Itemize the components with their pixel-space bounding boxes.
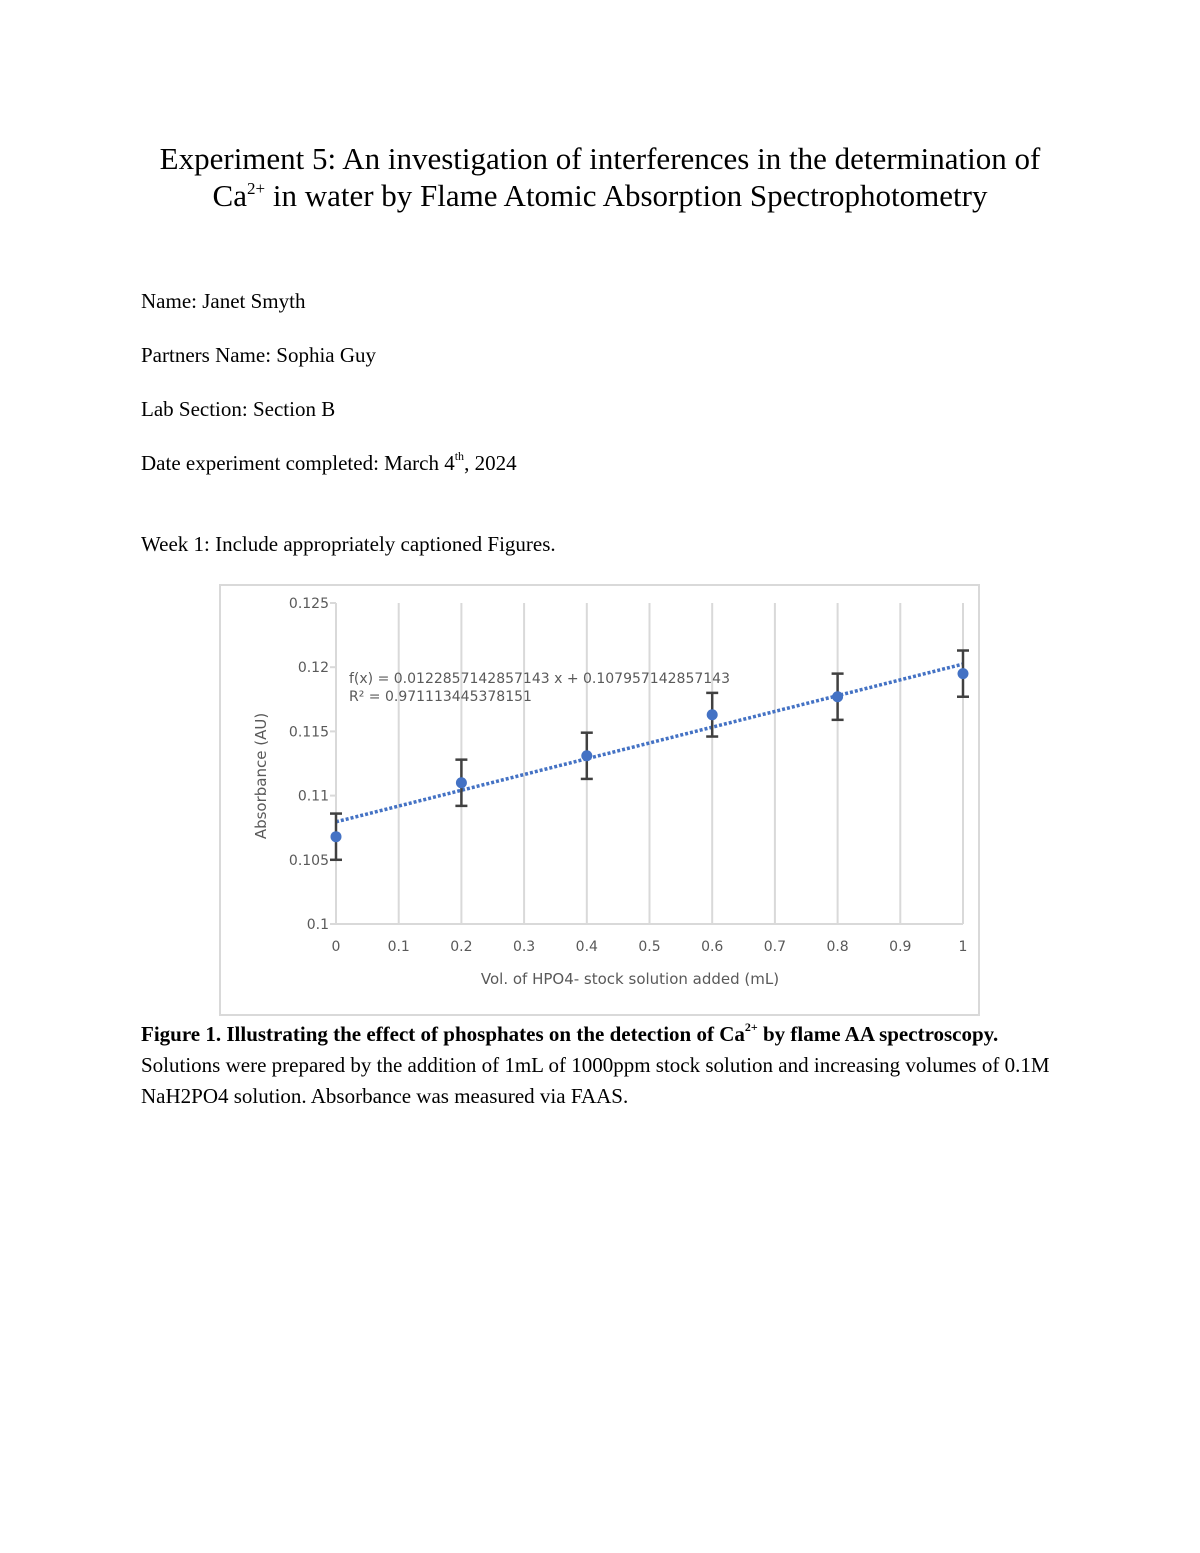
title-line-1: Experiment 5: An investigation of interferences in the determination of xyxy=(159,141,1041,176)
section-field: Lab Section: Section B xyxy=(141,397,336,421)
data-point xyxy=(456,777,467,788)
x-tick-label: 0.8 xyxy=(826,939,849,955)
date-rest: , 2024 xyxy=(464,451,517,475)
date-suffix: th xyxy=(454,449,465,463)
title-ca: Ca xyxy=(212,178,247,213)
y-axis-label: Absorbance (AU) xyxy=(252,712,270,840)
x-tick-label: 0.6 xyxy=(701,939,724,955)
caption-bold-rest: by flame AA spectroscopy. xyxy=(757,1022,999,1046)
figure-caption xyxy=(141,1019,1061,1112)
y-tick-label: 0.125 xyxy=(288,596,329,612)
title-line-2-rest: in water by Flame Atomic Absorption Spectrophotometry xyxy=(265,178,988,213)
x-tick-label: 0.2 xyxy=(450,939,473,955)
week-instruction: Week 1: Include appropriately captioned Figures. xyxy=(141,532,556,556)
data-point xyxy=(832,691,843,702)
x-axis-label: Vol. of HPO4- stock solution added (mL) xyxy=(480,970,780,988)
data-point xyxy=(331,831,342,842)
x-tick-label: 0.1 xyxy=(387,939,410,955)
data-point xyxy=(581,750,592,761)
title-line-2 xyxy=(100,177,1100,214)
x-tick-label: 0.4 xyxy=(575,939,598,955)
title-charge: 2+ xyxy=(246,179,266,198)
partner-field: Partners Name: Sophia Guy xyxy=(141,343,377,367)
caption-bold xyxy=(141,1022,998,1046)
caption-charge: 2+ xyxy=(744,1020,758,1034)
y-tick-label: 0.11 xyxy=(297,788,329,805)
x-tick-label: 0 xyxy=(331,939,341,955)
axis-layer xyxy=(289,596,968,955)
document-title xyxy=(100,140,1100,214)
caption-text: Solutions were prepared by the addition of 1mL of 1000ppm stock solution and increasing volumes of 0.1M NaH2PO4 solution. Absorbance was measured via FAAS. xyxy=(141,1053,1050,1108)
y-tick-label: 0.1 xyxy=(306,917,329,933)
caption-bold-prefix: Figure 1. Illustrating the effect of phosphates on the detection of Ca xyxy=(141,1022,745,1046)
x-tick-label: 0.5 xyxy=(638,939,661,955)
x-tick-label: 0.7 xyxy=(763,939,787,955)
y-tick-label: 0.12 xyxy=(297,660,329,677)
data-point xyxy=(707,709,718,720)
x-tick-label: 0.9 xyxy=(889,939,912,955)
date-field xyxy=(141,450,517,476)
date-prefix: Date experiment completed: March 4 xyxy=(141,451,455,475)
trendline-r2: R² = 0.971113445378151 xyxy=(349,689,532,705)
name-field: Name: Janet Smyth xyxy=(141,289,306,313)
trendline-equation: f(x) = 0.0122857142857143 x + 0.107957142857143 xyxy=(349,671,730,687)
y-tick-label: 0.105 xyxy=(288,852,329,869)
x-tick-label: 0.3 xyxy=(512,939,536,955)
data-point xyxy=(958,668,969,679)
figure-chart xyxy=(219,584,980,1016)
grid-layer xyxy=(399,603,963,924)
y-tick-label: 0.115 xyxy=(288,724,329,741)
chart-svg xyxy=(221,586,982,1018)
x-tick-label: 1 xyxy=(958,939,968,955)
